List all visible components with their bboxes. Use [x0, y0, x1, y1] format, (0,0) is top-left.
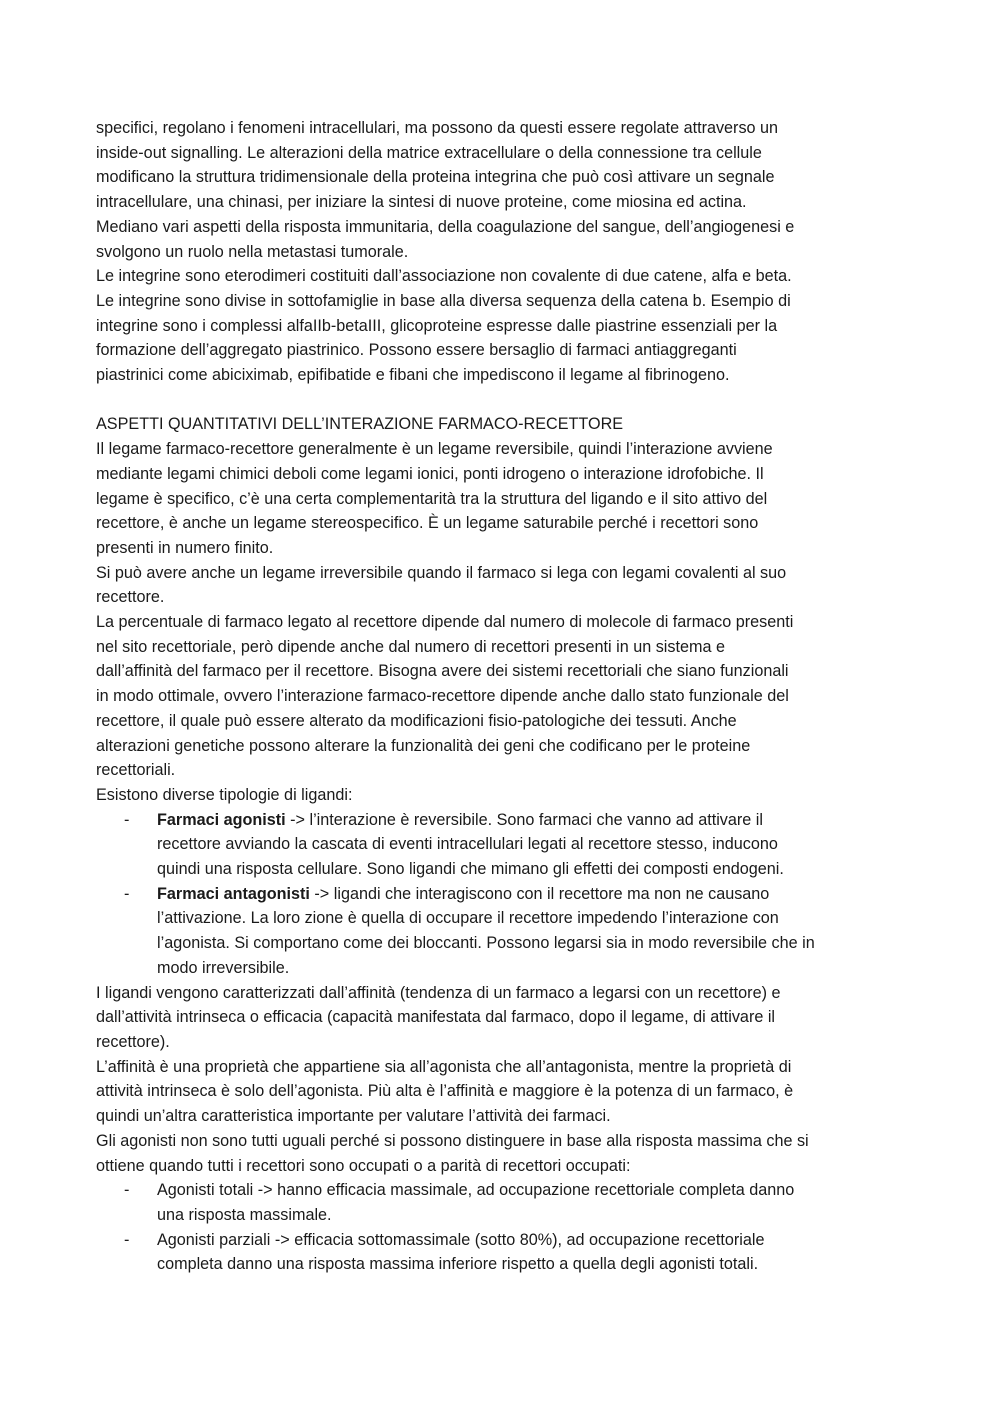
text-line: dall’affinità del farmaco per il recettore. Bisogna avere dei sistemi recettoriali che siano funzionali	[96, 662, 789, 681]
list-item-agonists	[96, 808, 908, 882]
text-line: formazione dell’aggregato piastrinico. Possono essere bersaglio di farmaci antiaggreganti	[96, 341, 737, 360]
text-line: Le integrine sono eterodimeri costituiti dall’associazione non covalente di due catene, alfa e beta.	[96, 267, 792, 286]
text-line: Gli agonisti non sono tutti uguali perché si possono distinguere in base alla risposta massima che si	[96, 1131, 809, 1150]
term-description: -> ligandi che interagiscono con il recettore ma non ne causano	[309, 884, 770, 903]
list-item-partial-agonists	[96, 1228, 908, 1277]
text-line: quindi un’altra caratteristica importante per valutare l’attività dei farmaci.	[96, 1107, 611, 1126]
text-line: I ligandi vengono caratterizzati dall’affinità (tendenza di un farmaco a legarsi con un recettore) e	[96, 983, 781, 1002]
text-line: quindi una risposta cellulare. Sono ligandi che mimano gli effetti dei composti endogeni.	[157, 860, 784, 879]
text-line: inside-out signalling. Le alterazioni della matrice extracellulare o della connessione tra cellule	[96, 143, 762, 162]
text-line: specifici, regolano i fenomeni intracellulari, ma possono da questi essere regolate attraverso un	[96, 119, 779, 137]
text-line: recettore.	[96, 588, 165, 607]
document-page	[96, 116, 908, 1277]
list-item-first-line	[157, 882, 908, 907]
text-line: Esistono diverse tipologie di ligandi:	[96, 785, 353, 804]
list-item-first-line	[157, 808, 908, 833]
text-line: dall’attività intrinseca o efficacia (capacità manifestata dal farmaco, dopo il legame, di attivare il	[96, 1008, 776, 1027]
text-line: modificano la struttura tridimensionale della proteina integrina che può così attivare un segnale	[96, 168, 775, 187]
text-line: Mediano vari aspetti della risposta immunitaria, della coagulazione del sangue, dell’angiogenesi e	[96, 217, 795, 236]
text-line: presenti in numero finito.	[96, 538, 274, 557]
text-line: intracellulare, una chinasi, per iniziare la sintesi di nuove proteine, come miosina ed actina.	[96, 193, 747, 212]
agonist-list	[96, 1178, 908, 1277]
text-line: modo irreversibile.	[157, 958, 290, 977]
text-line: in modo ottimale, ovvero l’interazione farmaco-recettore dipende anche dallo stato funzionale del	[96, 687, 789, 706]
text-line: recettore avviando la cascata di eventi intracellulari legati al recettore stesso, inducono	[157, 835, 778, 854]
dash-bullet: -	[124, 884, 130, 903]
text-line: Agonisti parziali -> efficacia sottomassimale (sotto 80%), ad occupazione recettoriale	[157, 1230, 765, 1249]
text-line: Le integrine sono divise in sottofamiglie in base alla diversa sequenza della catena b. Esempio di	[96, 291, 791, 310]
section-heading: ASPETTI QUANTITATIVI DELL’INTERAZIONE FARMACO-RECETTORE	[96, 415, 624, 434]
text-line: alterazioni genetiche possono alterare la funzionalità dei geni che codificano per le proteine	[96, 736, 751, 755]
text-line: Agonisti totali -> hanno efficacia massimale, ad occupazione recettoriale completa danno	[157, 1181, 795, 1200]
text-line: integrine sono i complessi alfaIIb-betaIII, glicoproteine espresse dalle piastrine essenziali per la	[96, 316, 778, 335]
term-description: -> l’interazione è reversibile. Sono farmaci che vanno ad attivare il	[285, 810, 763, 829]
text-line: mediante legami chimici deboli come legami ionici, ponti idrogeno o interazione idrofobiche. Il	[96, 464, 764, 483]
paragraph-binding	[96, 437, 908, 808]
text-line: recettore, è anche un legame stereospecifico. È un legame saturabile perché i recettori sono	[96, 514, 759, 533]
dash-bullet: -	[124, 810, 130, 829]
text-line: Il legame farmaco-recettore generalmente è un legame reversibile, quindi l’interazione avviene	[96, 440, 773, 459]
paragraph-spacer	[96, 388, 908, 413]
text-line: l’attivazione. La loro zione è quella di occupare il recettore impedendo l’interazione con	[157, 909, 779, 928]
text-line: attività intrinseca è solo dell’agonista. Più alta è l’affinità e maggiore è la potenza di un farmaco, è	[96, 1082, 794, 1101]
text-line: nel sito recettoriale, però dipende anche dal numero di recettori presenti in un sistema e	[96, 637, 725, 656]
text-line: l’agonista. Si comportano come dei bloccanti. Possono legarsi sia in modo reversibile che in	[157, 934, 815, 953]
text-line: ottiene quando tutti i recettori sono occupati o a parità di recettori occupati:	[96, 1156, 631, 1175]
text-line: recettore, il quale può essere alterato da modificazioni fisio-patologiche dei tessuti. Anche	[96, 711, 737, 730]
paragraph-affinity	[96, 981, 908, 1179]
paragraph-integrins	[96, 116, 908, 388]
text-line: Si può avere anche un legame irreversibile quando il farmaco si lega con legami covalenti al suo	[96, 563, 787, 582]
text-line: recettoriali.	[96, 761, 176, 780]
text-line: completa danno una risposta massima inferiore rispetto a quella degli agonisti totali.	[157, 1255, 759, 1274]
term-bold: Farmaci antagonisti	[157, 884, 310, 903]
text-line: piastrinici come abiciximab, epifibatide e fibani che impediscono il legame al fibrinogeno.	[96, 366, 730, 385]
text-line: una risposta massimale.	[157, 1205, 332, 1224]
list-item-total-agonists	[96, 1178, 908, 1227]
ligand-list	[96, 808, 908, 981]
text-line: svolgono un ruolo nella metastasi tumorale.	[96, 242, 409, 261]
text-line: La percentuale di farmaco legato al recettore dipende dal numero di molecole di farmaco presenti	[96, 613, 794, 632]
text-line: recettore).	[96, 1033, 170, 1051]
dash-bullet: -	[124, 1181, 130, 1200]
term-bold: Farmaci agonisti	[157, 810, 286, 829]
text-line: legame è specifico, c’è una certa complementarità tra la struttura del ligando e il sito attivo del	[96, 489, 768, 508]
list-item-antagonists	[96, 882, 908, 981]
text-line: L’affinità è una proprietà che appartiene sia all’agonista che all’antagonista, mentre la proprietà di	[96, 1057, 792, 1076]
dash-bullet: -	[124, 1230, 130, 1249]
